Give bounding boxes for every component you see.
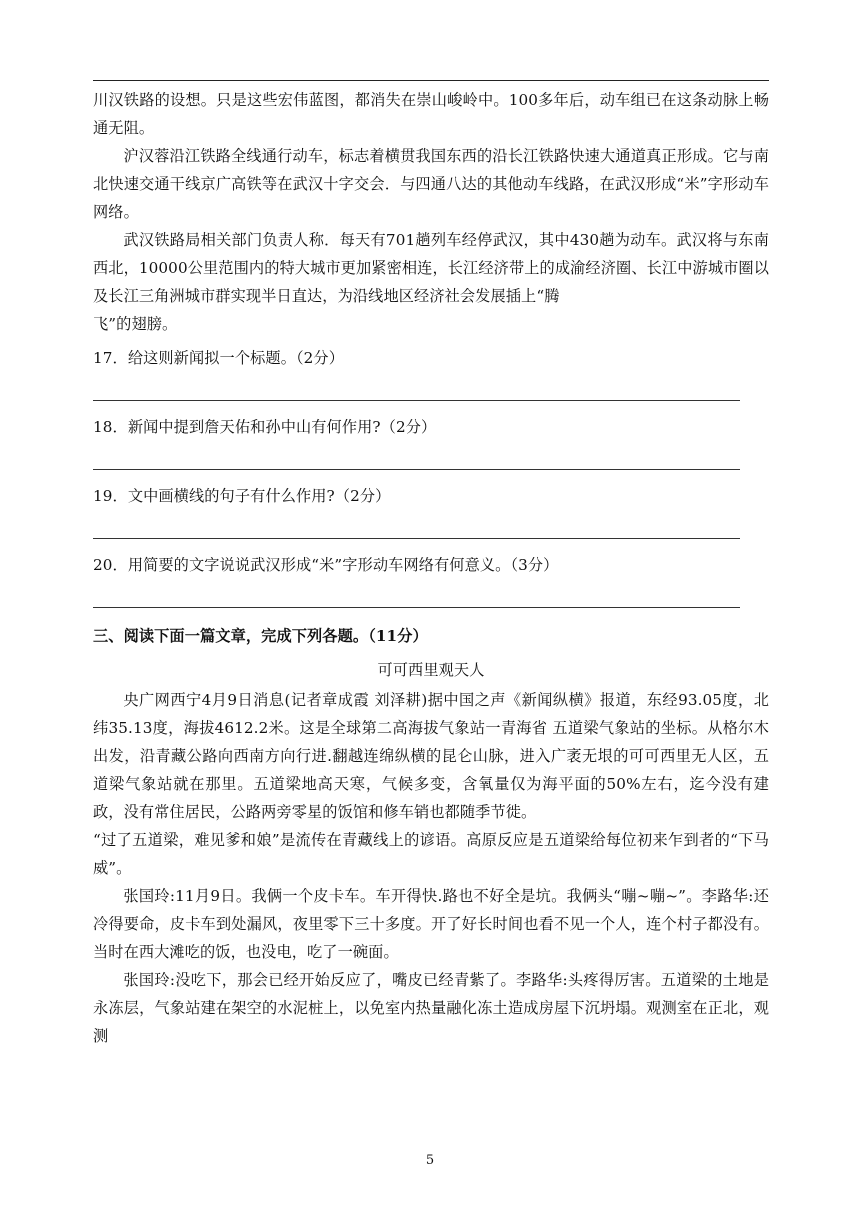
article-paragraph-3: 张国玲:11月9日。我俩一个皮卡车。车开得快.路也不好全是坑。我俩头“嘣~嘣~”。李路华:还冷得要命，皮卡车到处漏风，夜里零下三十多度。开了好长时间也看不见一个人，连个村子都没有。当时在西大滩吃的饭，也没电，吃了一碗面。 [93,887,769,961]
answer-line-20[interactable] [93,579,740,614]
article-paragraph-2: “过了五道梁，难见爹和娘”是流传在青藏线上的谚语。高原反应是五道梁给每位初来乍到者的“下马威”。 [93,831,769,877]
paragraph-railway-history: 川汉铁路的设想。只是这些宏伟蓝图，都消失在崇山峻岭中。100多年后，动车组已在这条动脉上畅通无阻。 [93,91,769,137]
paragraph-wuhan-trains-end: 飞”的翅膀。 [93,315,178,333]
question-18: 18．新闻中提到詹天佑和孙中山有何作用?（2分） [93,418,437,436]
section-heading: 三、阅读下面一篇文章，完成下列各题。（11分） [93,627,428,645]
article-paragraph-4: 张国玲:没吃下，那会已经开始反应了，嘴皮已经青紫了。李路华:头疼得厉害。五道梁的土地是永冻层，气象站建在架空的水泥桩上，以免室内热量融化冻土造成房屋下沉坍塌。观测室在正北，观测 [93,971,769,1045]
page-content [93,86,769,1050]
page-number: 5 [425,1153,435,1168]
paragraph-yangtze-corridor: 沪汉蓉沿江铁路全线通行动车，标志着横贯我国东西的沿长江铁路快速大通道真正形成。它与南北快速交通干线京广高铁等在武汉十字交会．与四通八达的其他动车线路，在武汉形成“米”字形动车网络。 [93,147,769,221]
answer-line-18[interactable] [93,441,740,476]
answer-line-19[interactable] [93,510,740,545]
article-title: 可可西里观天人 [377,661,485,679]
question-20: 20．用简要的文字说说武汉形成“米”字形动车网络有何意义。（3分） [93,556,559,574]
paragraph-wuhan-trains: 武汉铁路局相关部门负责人称．每天有701趟列车经停武汉，其中430趟为动车。武汉将与东南西北，10000公里范围内的特大城市更加紧密相连，长江经济带上的成渝经济圈、长江中游城市圈以及长江三角洲城市群实现半日直达，为沿线地区经济社会发展插上“腾 [93,231,769,305]
question-19: 19．文中画横线的句子有什么作用?（2分） [93,487,391,505]
answer-line-17[interactable] [93,372,740,407]
header-rule [93,80,769,81]
question-17: 17．给这则新闻拟一个标题。（2分） [93,349,345,367]
article-paragraph-1: 央广网西宁4月9日消息(记者章成霞 刘泽耕)据中国之声《新闻纵横》报道，东经93.05度，北纬35.13度，海拔4612.2米。这是全球第二高海拔气象站一青海省 五道梁气象站的坐标。从格尔木出发，沿青藏公路向西南方向行进.翻越连绵纵横的昆仑山脉，进入广袤无垠的可可西里无人区，五道梁气象站就在那里。五道梁地高天寒，气候多变，含氧量仅为海平面的50%左右，迄今没有建政，没有常住居民，公路两旁零星的饭馆和修车销也都随季节徙。 [93,691,769,821]
